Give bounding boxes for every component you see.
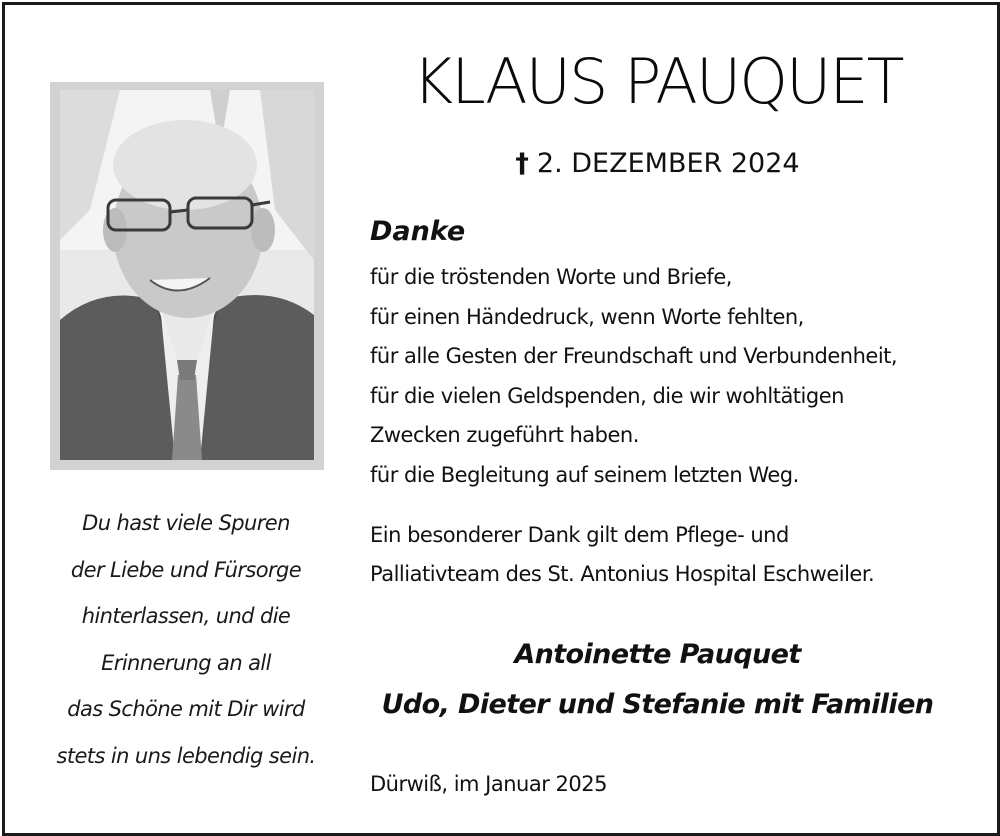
verse-line: Du hast viele Spuren: [82, 511, 290, 535]
portrait-photo: [60, 90, 314, 460]
memorial-verse: [36, 500, 336, 780]
signer-name: Antoinette Pauquet: [514, 639, 801, 670]
thanks-line: für die Begleitung auf seinem letzten Weg.: [370, 462, 799, 487]
special-thanks-line: Palliativteam des St. Antonius Hospital Eschweiler.: [370, 562, 875, 586]
death-date: [370, 146, 945, 182]
signer-name: Udo, Dieter und Stefanie mit Familien: [381, 689, 934, 720]
verse-line: stets in uns lebendig sein.: [56, 743, 316, 768]
thanks-line: für die vielen Geldspenden, die wir wohltätigen: [370, 383, 844, 408]
verse-line: Erinnerung an all: [101, 650, 271, 675]
verse-line: der Liebe und Fürsorge: [70, 557, 302, 582]
thanks-line: für einen Händedruck, wenn Worte fehlten,: [370, 304, 804, 329]
special-thanks: [370, 516, 970, 594]
verse-line: hinterlassen, und die: [81, 604, 291, 629]
thanks-list: [370, 258, 970, 496]
thanks-line: für alle Gesten der Freundschaft und Verbundenheit,: [370, 344, 898, 369]
deceased-name: KLAUS PAUQUET: [412, 45, 903, 118]
place-and-date: Dürwiß, im Januar 2025: [370, 772, 607, 796]
cross-icon: †: [515, 148, 529, 179]
thanks-line: für die tröstenden Worte und Briefe,: [370, 265, 732, 289]
death-date-text: 2. DEZEMBER 2024: [536, 148, 800, 179]
thanks-heading: Danke: [370, 216, 466, 247]
family-signatures: [370, 630, 945, 730]
special-thanks-line: Ein besonderer Dank gilt dem Pflege- und: [370, 523, 789, 547]
portrait-photo-frame: [50, 82, 324, 470]
thanks-line: Zwecken zugeführt haben.: [370, 423, 639, 448]
verse-line: das Schöne mit Dir wird: [67, 697, 305, 722]
